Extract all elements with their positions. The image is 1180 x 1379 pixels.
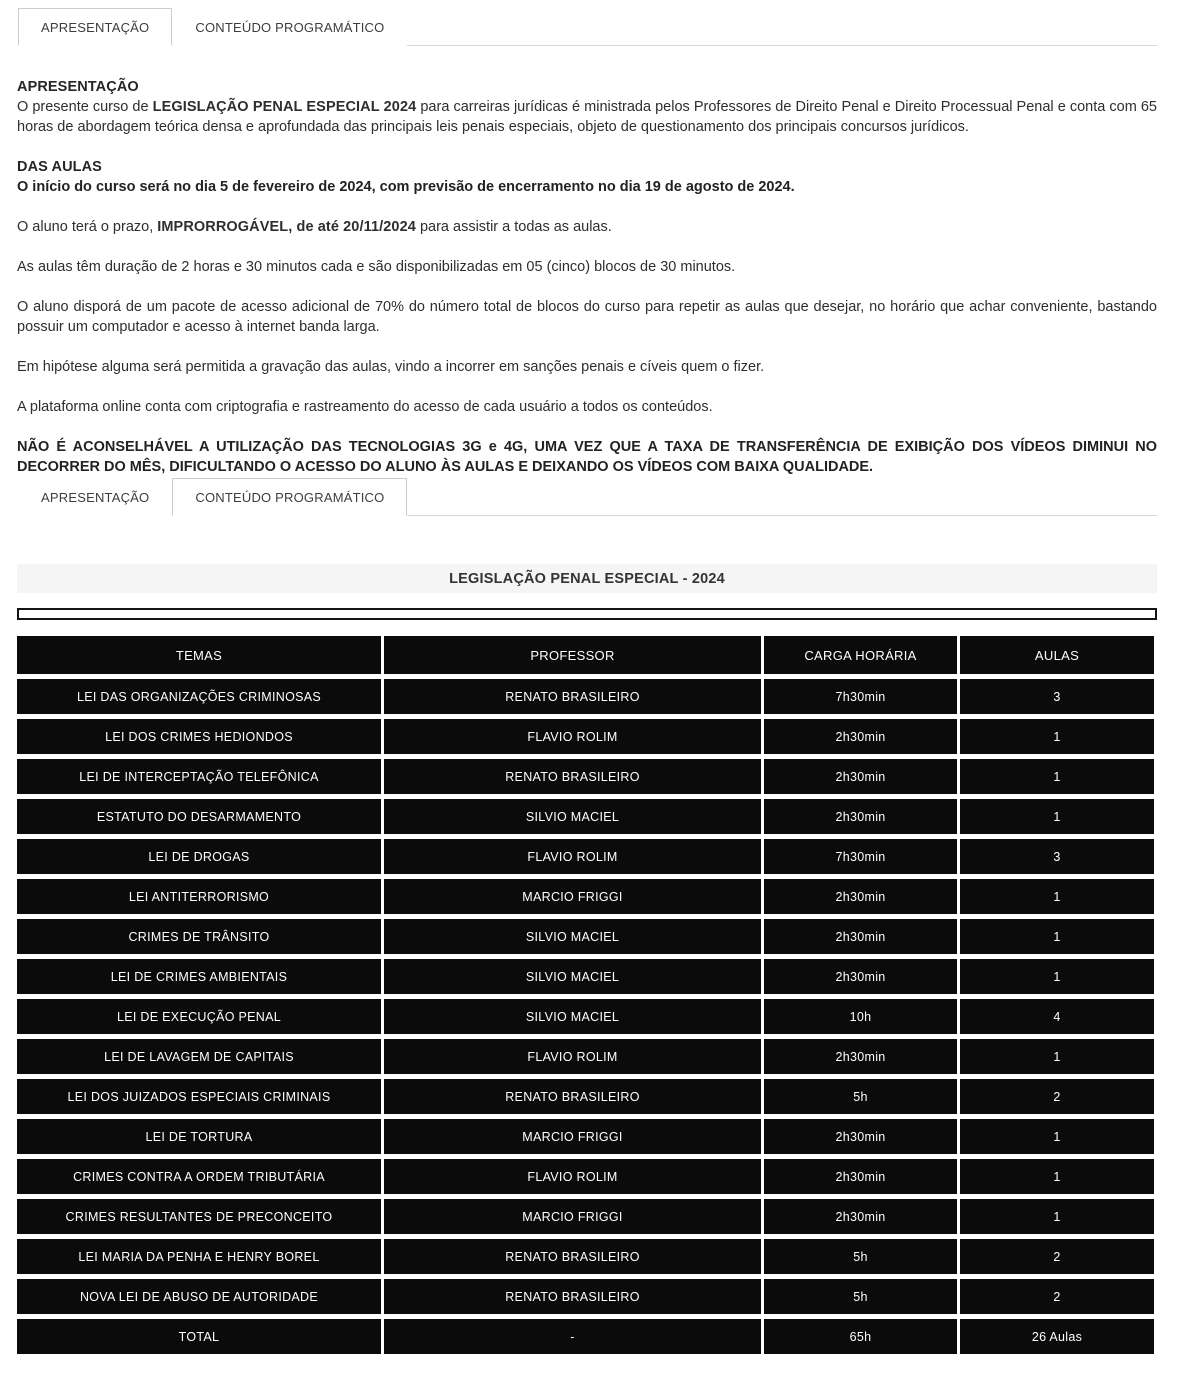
cell-professor: MARCIO FRIGGI bbox=[384, 879, 761, 914]
cell-professor: FLAVIO ROLIM bbox=[384, 1039, 761, 1074]
cell-aulas: 1 bbox=[960, 959, 1154, 994]
cell-professor: - bbox=[384, 1319, 761, 1354]
course-name-bold: LEGISLAÇÃO PENAL ESPECIAL 2024 bbox=[152, 99, 417, 115]
table-row bbox=[17, 1199, 1157, 1234]
cell-carga-horaria: 2h30min bbox=[764, 879, 957, 914]
tabbar-top bbox=[18, 8, 1157, 46]
warning-3g4g-paragraph: NÃO É ACONSELHÁVEL A UTILIZAÇÃO DAS TECNOLOGIAS 3G e 4G, UMA VEZ QUE A TAXA DE TRANSFERÊNCIA DE EXIBIÇÃO DOS VÍDEOS DIMINUI NO DECORRER DO MÊS, DIFICULTANDO O ACESSO DO ALUNO ÀS AULAS E DEIXANDO OS VÍDEOS COM BAIXA QUALIDADE. bbox=[17, 439, 1157, 475]
cell-professor: SILVIO MACIEL bbox=[384, 999, 761, 1034]
deadline-text-pre: O aluno terá o prazo, bbox=[17, 219, 158, 235]
table-row bbox=[17, 1079, 1157, 1114]
cell-tema: LEI DOS JUIZADOS ESPECIAIS CRIMINAIS bbox=[17, 1079, 381, 1114]
platform-paragraph: A plataforma online conta com criptografia e rastreamento do acesso de cada usuário a todos os conteúdos. bbox=[17, 399, 713, 415]
table-row bbox=[17, 1039, 1157, 1074]
table-row bbox=[17, 1119, 1157, 1154]
header-professor: PROFESSOR bbox=[384, 636, 761, 674]
cell-tema: LEI DE TORTURA bbox=[17, 1119, 381, 1154]
tab-apresentacao-2[interactable]: APRESENTAÇÃO bbox=[18, 478, 172, 516]
table-total-row bbox=[17, 1319, 1157, 1354]
cell-professor: SILVIO MACIEL bbox=[384, 959, 761, 994]
cell-aulas: 26 Aulas bbox=[960, 1319, 1154, 1354]
course-table-body bbox=[17, 679, 1157, 1354]
cell-carga-horaria: 2h30min bbox=[764, 1199, 957, 1234]
cell-aulas: 1 bbox=[960, 1159, 1154, 1194]
access-package-paragraph: O aluno disporá de um pacote de acesso adicional de 70% do número total de blocos do curso para repetir as aulas que desejar, no horário que achar conveniente, bastando possuir um computador e acesso à internet banda larga. bbox=[17, 299, 1157, 335]
cell-tema: CRIMES DE TRÂNSITO bbox=[17, 919, 381, 954]
tab-apresentacao[interactable]: APRESENTAÇÃO bbox=[18, 8, 172, 46]
cell-carga-horaria: 2h30min bbox=[764, 719, 957, 754]
table-row bbox=[17, 879, 1157, 914]
cell-tema: LEI DE DROGAS bbox=[17, 839, 381, 874]
cell-tema: LEI DE INTERCEPTAÇÃO TELEFÔNICA bbox=[17, 759, 381, 794]
cell-aulas: 1 bbox=[960, 799, 1154, 834]
cell-tema: LEI DAS ORGANIZAÇÕES CRIMINOSAS bbox=[17, 679, 381, 714]
cell-aulas: 3 bbox=[960, 679, 1154, 714]
cell-tema: LEI DOS CRIMES HEDIONDOS bbox=[17, 719, 381, 754]
presentation-panel bbox=[17, 46, 1157, 477]
deadline-bold: IMPRORROGÁVEL, de até 20/11/2024 bbox=[157, 219, 416, 235]
cell-professor: RENATO BRASILEIRO bbox=[384, 1079, 761, 1114]
header-aulas: AULAS bbox=[960, 636, 1154, 674]
table-row bbox=[17, 679, 1157, 714]
table-section-title: LEGISLAÇÃO PENAL ESPECIAL - 2024 bbox=[17, 564, 1157, 593]
presentation-text-post: para carreiras jurídicas é ministrada pelos Professores de Direito Penal e Direito Processual Penal e conta com 65 horas de abordagem teórica densa e aprofundada das principais leis penais especiais, objeto de questionamento dos principais concursos jurídicos. bbox=[17, 99, 1157, 135]
table-row bbox=[17, 999, 1157, 1034]
cell-carga-horaria: 10h bbox=[764, 999, 957, 1034]
cell-carga-horaria: 2h30min bbox=[764, 799, 957, 834]
cell-aulas: 1 bbox=[960, 719, 1154, 754]
cell-carga-horaria: 7h30min bbox=[764, 839, 957, 874]
table-row bbox=[17, 1239, 1157, 1274]
cell-professor: RENATO BRASILEIRO bbox=[384, 679, 761, 714]
table-row bbox=[17, 839, 1157, 874]
cell-professor: MARCIO FRIGGI bbox=[384, 1119, 761, 1154]
table-scrollbar-track[interactable] bbox=[17, 608, 1157, 620]
cell-carga-horaria: 65h bbox=[764, 1319, 957, 1354]
table-row bbox=[17, 919, 1157, 954]
cell-carga-horaria: 5h bbox=[764, 1279, 957, 1314]
cell-tema: LEI ANTITERRORISMO bbox=[17, 879, 381, 914]
cell-professor: RENATO BRASILEIRO bbox=[384, 1239, 761, 1274]
cell-professor: RENATO BRASILEIRO bbox=[384, 1279, 761, 1314]
cell-aulas: 1 bbox=[960, 1039, 1154, 1074]
deadline-text-post: para assistir a todas as aulas. bbox=[415, 219, 612, 235]
tab-conteudo-programatico[interactable]: CONTEÚDO PROGRAMÁTICO bbox=[172, 8, 407, 46]
cell-tema: LEI DE EXECUÇÃO PENAL bbox=[17, 999, 381, 1034]
cell-carga-horaria: 7h30min bbox=[764, 679, 957, 714]
cell-tema: TOTAL bbox=[17, 1319, 381, 1354]
header-carga-horaria: CARGA HORÁRIA bbox=[764, 636, 957, 674]
table-row bbox=[17, 719, 1157, 754]
cell-carga-horaria: 2h30min bbox=[764, 1159, 957, 1194]
cell-aulas: 2 bbox=[960, 1079, 1154, 1114]
cell-tema: NOVA LEI DE ABUSO DE AUTORIDADE bbox=[17, 1279, 381, 1314]
table-row bbox=[17, 1159, 1157, 1194]
table-row bbox=[17, 759, 1157, 794]
duration-paragraph: As aulas têm duração de 2 horas e 30 minutos cada e são disponibilizadas em 05 (cinco) blocos de 30 minutos. bbox=[17, 259, 736, 275]
cell-carga-horaria: 2h30min bbox=[764, 759, 957, 794]
cell-tema: CRIMES CONTRA A ORDEM TRIBUTÁRIA bbox=[17, 1159, 381, 1194]
table-row bbox=[17, 959, 1157, 994]
cell-professor: FLAVIO ROLIM bbox=[384, 839, 761, 874]
cell-aulas: 1 bbox=[960, 1119, 1154, 1154]
cell-professor: FLAVIO ROLIM bbox=[384, 719, 761, 754]
presentation-heading: APRESENTAÇÃO bbox=[17, 79, 139, 95]
recording-paragraph: Em hipótese alguma será permitida a gravação das aulas, vindo a incorrer em sanções penais e cíveis quem o fizer. bbox=[17, 359, 765, 375]
cell-aulas: 4 bbox=[960, 999, 1154, 1034]
deadline-paragraph bbox=[17, 217, 1157, 237]
cell-carga-horaria: 2h30min bbox=[764, 1119, 957, 1154]
table-row bbox=[17, 1279, 1157, 1314]
cell-aulas: 3 bbox=[960, 839, 1154, 874]
cell-aulas: 1 bbox=[960, 1199, 1154, 1234]
cell-tema: LEI DE CRIMES AMBIENTAIS bbox=[17, 959, 381, 994]
cell-professor: MARCIO FRIGGI bbox=[384, 1199, 761, 1234]
header-temas: TEMAS bbox=[17, 636, 381, 674]
cell-carga-horaria: 2h30min bbox=[764, 1039, 957, 1074]
tabbar-bottom bbox=[18, 478, 1157, 516]
cell-carga-horaria: 5h bbox=[764, 1079, 957, 1114]
presentation-text-pre: O presente curso de bbox=[17, 99, 153, 115]
cell-professor: FLAVIO ROLIM bbox=[384, 1159, 761, 1194]
cell-professor: SILVIO MACIEL bbox=[384, 799, 761, 834]
cell-tema: ESTATUTO DO DESARMAMENTO bbox=[17, 799, 381, 834]
cell-aulas: 1 bbox=[960, 759, 1154, 794]
cell-professor: SILVIO MACIEL bbox=[384, 919, 761, 954]
cell-aulas: 2 bbox=[960, 1279, 1154, 1314]
das-aulas-heading: DAS AULAS bbox=[17, 159, 102, 175]
course-table bbox=[17, 636, 1157, 1354]
presentation-paragraph bbox=[17, 97, 1157, 137]
cell-aulas: 1 bbox=[960, 879, 1154, 914]
cell-tema: LEI MARIA DA PENHA E HENRY BOREL bbox=[17, 1239, 381, 1274]
tab-conteudo-programatico-2[interactable]: CONTEÚDO PROGRAMÁTICO bbox=[172, 478, 407, 516]
cell-carga-horaria: 2h30min bbox=[764, 919, 957, 954]
table-header-row bbox=[17, 636, 1157, 674]
cell-carga-horaria: 5h bbox=[764, 1239, 957, 1274]
cell-aulas: 2 bbox=[960, 1239, 1154, 1274]
cell-professor: RENATO BRASILEIRO bbox=[384, 759, 761, 794]
cell-aulas: 1 bbox=[960, 919, 1154, 954]
course-dates-paragraph: O início do curso será no dia 5 de fevereiro de 2024, com previsão de encerramento no dia 19 de agosto de 2024. bbox=[17, 179, 795, 195]
table-row bbox=[17, 799, 1157, 834]
cell-carga-horaria: 2h30min bbox=[764, 959, 957, 994]
cell-tema: CRIMES RESULTANTES DE PRECONCEITO bbox=[17, 1199, 381, 1234]
cell-tema: LEI DE LAVAGEM DE CAPITAIS bbox=[17, 1039, 381, 1074]
